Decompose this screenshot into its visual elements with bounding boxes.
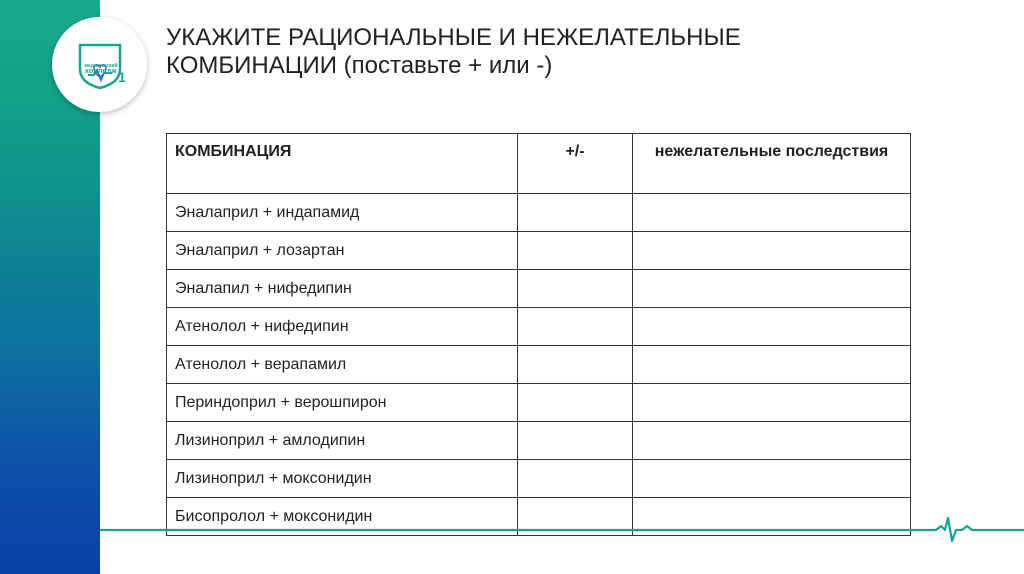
title-line-1: УКАЖИТЕ РАЦИОНАЛЬНЫЕ И НЕЖЕЛАТЕЛЬНЫЕ — [166, 24, 741, 51]
logo-text — [81, 63, 121, 75]
logo-number: 1 — [118, 69, 126, 85]
table-header-row — [167, 134, 911, 194]
header-plus-minus: +/- — [518, 134, 633, 194]
effects-cell[interactable] — [633, 308, 911, 346]
title-line-2 — [166, 52, 946, 80]
table-row — [167, 270, 911, 308]
logo-line2: колледж — [85, 68, 117, 75]
plus-minus-cell[interactable] — [518, 232, 633, 270]
pulse-line-icon — [100, 514, 1024, 544]
combination-cell: Бисопролол + моксонидин — [167, 498, 518, 536]
logo-line1: медицинский — [84, 63, 118, 69]
combination-cell: Эналаприл + лозартан — [167, 232, 518, 270]
page-title — [166, 24, 946, 80]
effects-cell[interactable] — [633, 460, 911, 498]
title-line-2-note: (поставьте + или -) — [343, 52, 553, 79]
combination-cell: Атенолол + верапамил — [167, 346, 518, 384]
effects-cell[interactable] — [633, 194, 911, 232]
header-undesirable-effects: нежелательные последствия — [633, 134, 911, 194]
table-row — [167, 460, 911, 498]
plus-minus-cell[interactable] — [518, 270, 633, 308]
effects-cell[interactable] — [633, 270, 911, 308]
header-combination: КОМБИНАЦИЯ — [167, 134, 518, 194]
combination-cell: Атенолол + нифедипин — [167, 308, 518, 346]
combinations-table — [166, 133, 911, 536]
table-row — [167, 384, 911, 422]
effects-cell[interactable] — [633, 384, 911, 422]
plus-minus-cell[interactable] — [518, 194, 633, 232]
table-row — [167, 422, 911, 460]
combination-cell: Лизиноприл + амлодипин — [167, 422, 518, 460]
effects-cell[interactable] — [633, 422, 911, 460]
plus-minus-cell[interactable] — [518, 422, 633, 460]
table-row — [167, 232, 911, 270]
title-line-2-main: КОМБИНАЦИИ — [166, 52, 337, 79]
plus-minus-cell[interactable] — [518, 384, 633, 422]
table-row — [167, 308, 911, 346]
table-row — [167, 346, 911, 384]
effects-cell[interactable] — [633, 346, 911, 384]
table-row — [167, 194, 911, 232]
combination-cell: Эналапил + нифедипин — [167, 270, 518, 308]
plus-minus-cell[interactable] — [518, 460, 633, 498]
plus-minus-cell[interactable] — [518, 346, 633, 384]
effects-cell[interactable] — [633, 232, 911, 270]
combination-cell: Периндоприл + верошпирон — [167, 384, 518, 422]
combination-cell: Лизиноприл + моксонидин — [167, 460, 518, 498]
plus-minus-cell[interactable] — [518, 308, 633, 346]
combination-cell: Эналаприл + индапамид — [167, 194, 518, 232]
college-logo — [52, 17, 147, 112]
